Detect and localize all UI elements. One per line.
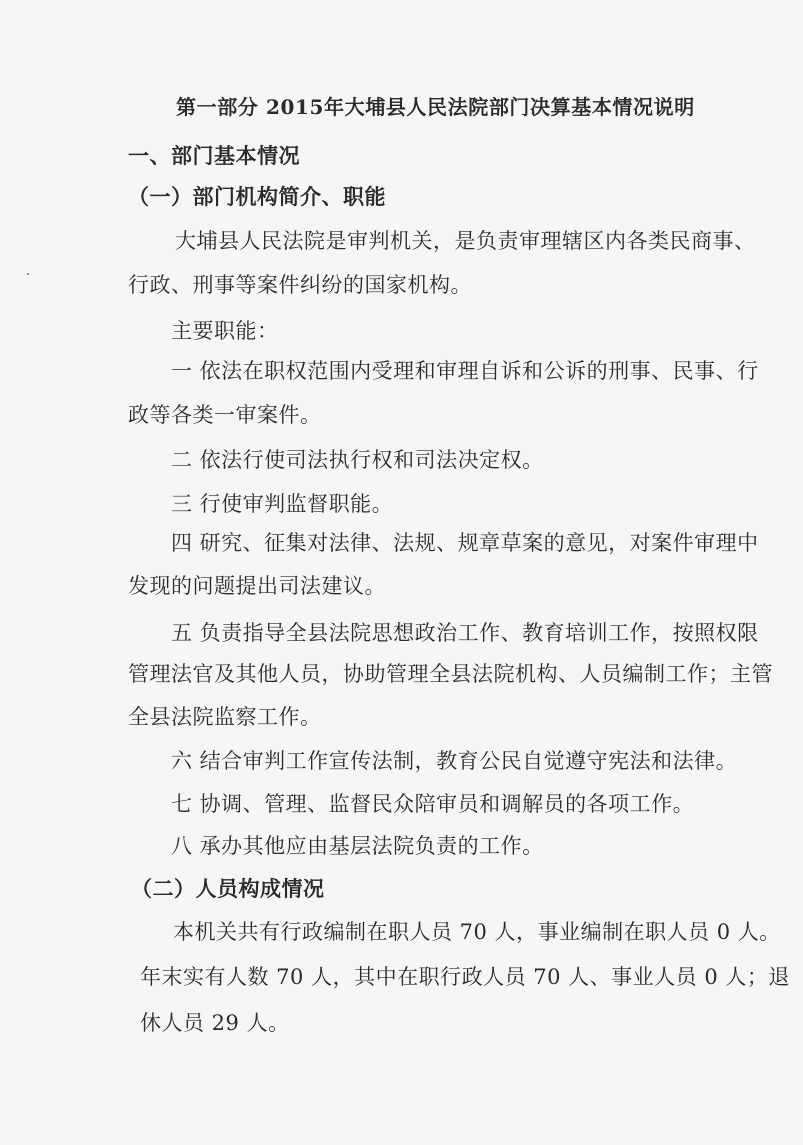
duty-item-5-line-3: 全县法院监察工作。 xyxy=(128,705,322,729)
duty-item-7: 七 协调、管理、监督民众陪审员和调解员的各项工作。 xyxy=(171,792,695,816)
intro-paragraph-line-1: 大埔县人民法院是审判机关，是负责审理辖区内各类民商事、 xyxy=(175,229,756,253)
duty-item-3: 三 行使审判监督职能。 xyxy=(171,492,394,516)
page-title: 第一部分 2015年大埔县人民法院部门决算基本情况说明 xyxy=(176,95,695,119)
duty-item-5-line-2: 管理法官及其他人员，协助管理全县法院机构、人员编制工作；主管 xyxy=(128,662,773,686)
staffing-paragraph-line-2: 年末实有人数 70 人，其中在职行政人员 70 人、事业人员 0 人；退 xyxy=(140,965,790,989)
duty-item-5-line-1: 五 负责指导全县法院思想政治工作、教育培训工作，按照权限 xyxy=(171,621,759,645)
duty-item-1-line-1: 一 依法在职权范围内受理和审理自诉和公诉的刑事、民事、行 xyxy=(171,359,759,383)
scan-speck xyxy=(27,273,29,275)
section-heading-basic-info: 一、部门基本情况 xyxy=(128,143,300,168)
staffing-paragraph-line-1: 本机关共有行政编制在职人员 70 人，事业编制在职人员 0 人。 xyxy=(173,920,781,944)
duty-item-4-line-1: 四 研究、征集对法律、法规、规章草案的意见，对案件审理中 xyxy=(171,531,759,555)
intro-paragraph-line-2: 行政、刑事等案件纠纷的国家机构。 xyxy=(128,273,472,297)
duty-item-4-line-2: 发现的问题提出司法建议。 xyxy=(128,574,386,598)
subsection-heading-staffing: （二）人员构成情况 xyxy=(131,876,325,901)
duty-item-8: 八 承办其他应由基层法院负责的工作。 xyxy=(171,834,544,858)
subsection-heading-org-duties: （一）部门机构简介、职能 xyxy=(128,184,386,209)
duty-item-2: 二 依法行使司法执行权和司法决定权。 xyxy=(171,448,544,472)
duties-label: 主要职能： xyxy=(171,319,279,343)
duty-item-6: 六 结合审判工作宣传法制，教育公民自觉遵守宪法和法律。 xyxy=(171,749,738,773)
duty-item-1-line-2: 政等各类一审案件。 xyxy=(128,403,322,427)
staffing-paragraph-line-3: 休人员 29 人。 xyxy=(140,1011,290,1035)
